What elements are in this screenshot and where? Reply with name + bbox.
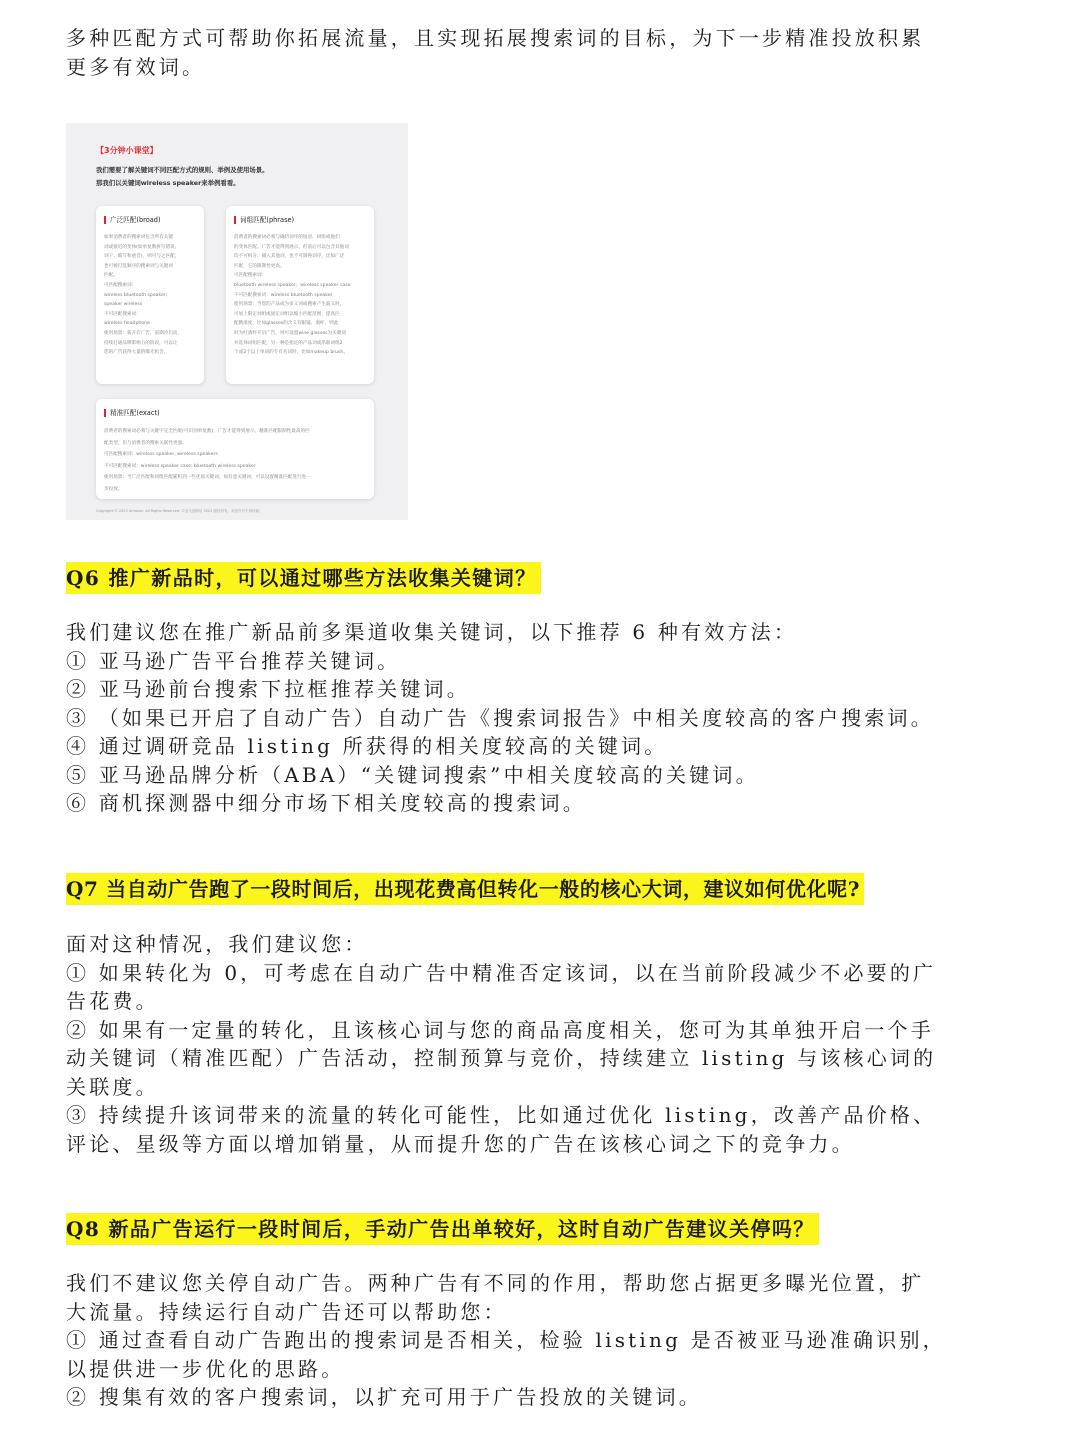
intro-line: 多种匹配方式可帮助你拓展流量，且实现拓展搜索词的目标，为下一步精准投放积累 [66, 26, 925, 50]
exact-match-card [96, 399, 374, 499]
match-types-slide-image [66, 123, 408, 520]
q6-line: ③ （如果已开启了自动广告）自动广告《搜索词报告》中相关度较高的客户搜索词。 [66, 705, 934, 730]
slide-tag: 【3分钟小课堂】 [96, 146, 158, 155]
q8-line: 以提供进一步优化的思路。 [66, 1356, 345, 1381]
q7-line: 面对这种情况，我们建议您： [66, 932, 368, 956]
q7-answer [66, 930, 1026, 1158]
broad-match-title: 广泛匹配(broad) [104, 216, 161, 224]
phrase-match-body: 消费者的搜索词必须与确切词序的短语、词组或他们 的变体匹配。广告才能得到展示，但前后可以包含其他词 均不可拆分、插入其他词，也不可调换词序，比如广泛 匹配，它的限制性更高。 可匹配搜索词： bluetooth wireless speaker；wireless speaker case 不可匹配搜索词：wireless bluetooth speaker 使用场景：当您的产品成为多义词或搜索产生歧义时， 可加上限定词组或固定词组以缩小匹配范围，提高匹 配精准度，比如glasses的含义有眼镜、酒杯，则此 时为红酒杯开启广告，则可设置wine glasses为关键词 并选择词组匹配，另一种是指定的产品词或串联词组2 个或2个以上单词的专有名词时，比如makeup brush。 [234, 235, 351, 356]
q7-line: 动关键词（精准匹配）广告活动，控制预算与竞价，持续建立 listing 与该核心词的 [66, 1046, 937, 1070]
q6-heading: Q6 推广新品时，可以通过哪些方法收集关键词？ [66, 562, 541, 594]
q8-line: ① 通过查看自动广告跑出的搜索词是否相关，检验 listing 是否被亚马逊准确识别， [66, 1328, 946, 1352]
q7-heading: Q7 当自动广告跑了一段时间后，出现花费高但转化一般的核心大词，建议如何优化呢? [66, 873, 864, 905]
intro-paragraph [66, 24, 1026, 81]
q7-line: 告花费。 [66, 989, 159, 1013]
q6-line: ② 亚马逊前台搜索下拉框推荐关键词。 [66, 677, 470, 701]
phrase-match-card [226, 206, 374, 384]
q7-line: ① 如果转化为 0，可考虑在自动广告中精准否定该词，以在当前阶段减少不必要的广 [66, 960, 937, 985]
slide-lead: 我们需要了解关键词不同匹配方式的规则、举例及使用场景。 那我们以关键词wireless speaker来举例看看。 [96, 166, 269, 187]
q6-line: ④ 通过调研竞品 listing 所获得的相关度较高的关键词。 [66, 734, 668, 758]
q7-line: ② 如果有一定量的转化，且该核心词与您的商品高度相关，您可为其单独开启一个手 [66, 1017, 934, 1042]
q7-line: 关联度。 [66, 1074, 159, 1099]
q6-line: 我们建议您在推广新品前多渠道收集关键词，以下推荐 6 种有效方法： [66, 620, 798, 644]
q6-line: ① 亚马逊广告平台推荐关键词。 [66, 648, 401, 673]
q7-line: ③ 持续提升该词带来的流量的转化可能性，比如通过优化 listing，改善产品价格、 [66, 1103, 937, 1127]
broad-match-card [96, 206, 204, 384]
q8-heading: Q8 新品广告运行一段时间后，手动广告出单较好，这时自动广告建议关停吗？ [66, 1213, 819, 1245]
slide-footer: Copyright © 2023 Amazon. All Rights Reserved. ©亚马逊网站 2023 版权所有。未经许可不得转载。 [96, 509, 263, 513]
exact-match-title: 精准匹配(exact) [104, 409, 160, 417]
q8-answer [66, 1269, 1026, 1412]
q7-line: 评论、星级等方面以增加销量，从而提升您的广告在该核心词之下的竞争力。 [66, 1131, 855, 1156]
q6-answer [66, 618, 1026, 818]
exact-match-body: 消费者的搜索词必须与关键字完全匹配(可识别单复数)，广告才能得到展示。精准匹配限制性最高的匹 配类型，但与消费者的搜索关联性更强。 可匹配搜索词：wireless speaker, wireless speakers 不可匹配搜索词：wireless speaker case; bluetooth wireless speaker 使用场景：当广泛匹配和词组匹配累积到一些优质关键词，如有意关键词，可以设置精准匹配进行进一 步投放。 [104, 429, 311, 492]
intro-line: 更多有效词。 [66, 54, 206, 79]
q6-line: ⑤ 亚马逊品牌分析（ABA）“关键词搜索”中相关度较高的关键词。 [66, 762, 759, 787]
q8-line: 大流量。持续运行自动广告还可以帮助您： [66, 1299, 507, 1324]
q8-line: 我们不建议您关停自动广告。两种广告有不同的作用，帮助您占据更多曝光位置，扩 [66, 1271, 925, 1295]
broad-match-body: 如果消费者的搜索词包含所有关键 词或接近的变体(如单复数拼写错误、 词干、缩写和重音)，则可与之匹配， 也可被打乱顺序的搜索词与关键词 匹配。 可匹配搜索词： wireless bluetooth speaker； speaker wireless 不可匹配搜索词： wireless headphone 使用场景：新开启广告，前期冷启动， 持续打通品牌影响力的阶段，可以让 您的广告获得大量的曝光机会。 [104, 235, 183, 356]
q8-line: ② 搜集有效的客户搜索词，以扩充可用于广告投放的关键词。 [66, 1385, 702, 1409]
phrase-match-title: 词组匹配(phrase) [234, 216, 294, 224]
q6-line: ⑥ 商机探测器中细分市场下相关度较高的搜索词。 [66, 791, 586, 815]
